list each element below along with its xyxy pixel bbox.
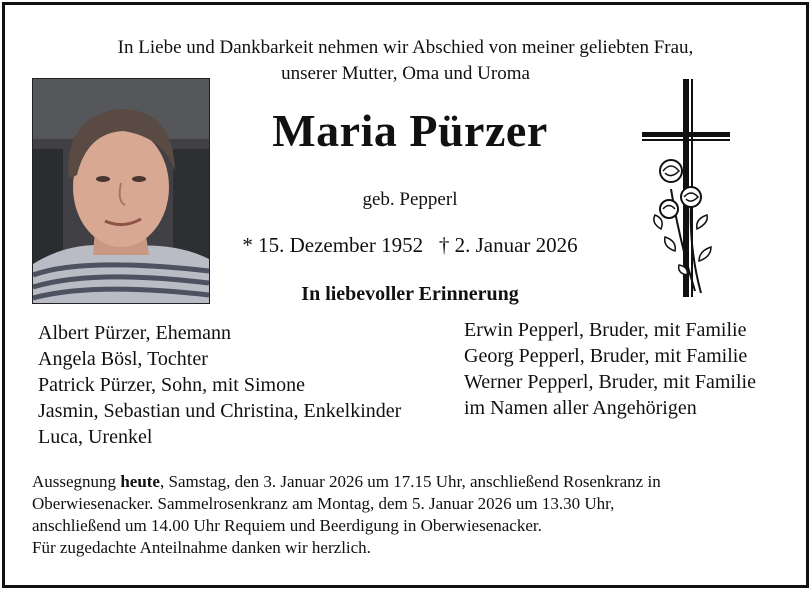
footer-emphasis: heute [120, 472, 160, 491]
born-name: geb. Pepperl [362, 189, 458, 210]
list-item: Patrick Pürzer, Sohn, mit Simone [38, 374, 305, 396]
deceased-name: Maria Pürzer [272, 105, 548, 156]
list-item: Georg Pepperl, Bruder, mit Familie [464, 345, 748, 367]
footer-text: , Samstag, den 3. Januar 2026 um 17.15 Uhr, anschließend Rosenkranz in [159, 472, 661, 491]
intro-line-1: In Liebe und Dankbarkeit nehmen wir Abschied von meiner geliebten Frau, [117, 37, 694, 58]
list-item: Jasmin, Sebastian und Christina, Enkelkinder [38, 400, 402, 422]
list-item: Werner Pepperl, Bruder, mit Familie [464, 371, 756, 393]
list-item: Erwin Pepperl, Bruder, mit Familie [464, 319, 747, 341]
funeral-info-line-4: Für zugedachte Anteilnahme danken wir herzlich. [32, 538, 371, 557]
funeral-info [32, 471, 661, 559]
death-date: † 2. Januar 2026 [438, 233, 578, 257]
list-item: Luca, Urenkel [38, 426, 153, 448]
funeral-info-line-2: Oberwiesenacker. Sammelrosenkranz am Montag, dem 5. Januar 2026 um 13.30 Uhr, [32, 494, 615, 513]
mourners-right-list [464, 317, 756, 421]
portrait-photo [32, 78, 210, 304]
list-item: Angela Bösl, Tochter [38, 348, 208, 370]
list-item: Albert Pürzer, Ehemann [38, 322, 232, 344]
list-item: im Namen aller Angehörigen [464, 397, 697, 419]
cross-with-roses-icon [639, 79, 739, 309]
funeral-info-line-3: anschließend um 14.00 Uhr Requiem und Beerdigung in Oberwiesenacker. [32, 516, 542, 535]
memory-heading: In liebevoller Erinnerung [301, 283, 519, 305]
mourners-left-list [38, 320, 401, 450]
intro-line-2: unserer Mutter, Oma und Uroma [281, 63, 530, 84]
birth-date: * 15. Dezember 1952 [242, 233, 424, 257]
life-dates [185, 233, 635, 258]
funeral-info-line-1 [32, 471, 661, 493]
footer-text: Aussegnung [32, 472, 121, 491]
obituary-notice [2, 2, 809, 588]
